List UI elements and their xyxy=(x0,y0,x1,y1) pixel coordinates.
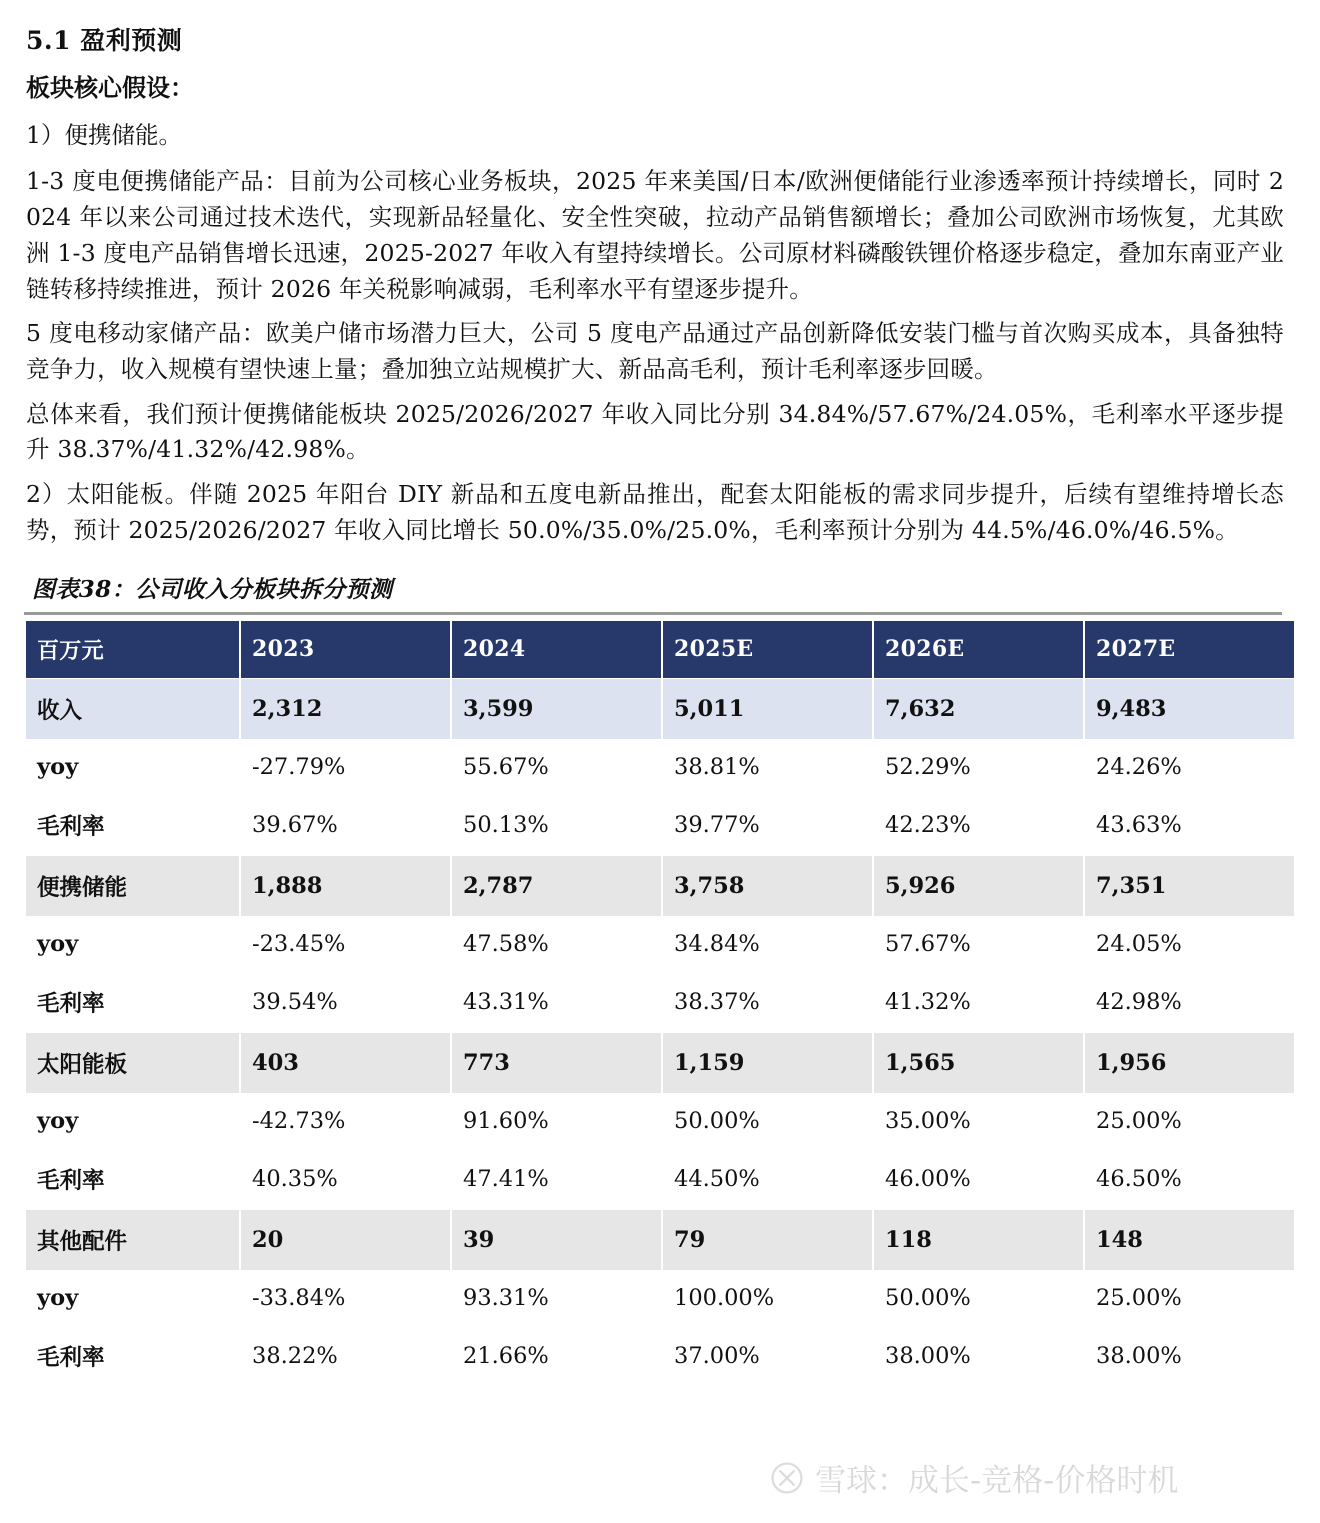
column-header-unit: 百万元 xyxy=(26,621,239,678)
table-cell: 47.41% xyxy=(452,1149,661,1209)
table-cell: 21.66% xyxy=(452,1326,661,1386)
table-cell: 24.26% xyxy=(1085,740,1294,794)
column-header-year: 2025E xyxy=(663,621,872,678)
table-cell: 44.50% xyxy=(663,1149,872,1209)
table-cell: 41.32% xyxy=(874,972,1083,1032)
table-cell: 38.81% xyxy=(663,740,872,794)
table-cell: 1,888 xyxy=(241,856,450,916)
table-row xyxy=(26,740,1294,794)
table-cell: 5,011 xyxy=(663,679,872,739)
table-cell: 39 xyxy=(452,1210,661,1270)
paragraph-portable-storage: 1-3 度电便携储能产品：目前为公司核心业务板块，2025 年来美国/日本/欧洲便储能行业渗透率预计持续增长，同时 2024 年以来公司通过技术迭代，实现新品轻量化、安全性突破，拉动产品销售额增长；叠加公司欧洲市场恢复，尤其欧洲 1-3 度电产品销售增长迅速，2025-2027 年收入有望持续增长。公司原材料磷酸铁锂价格逐步稳定，叠加东南亚产业链转移持续推进，预计 2026 年关税影响减弱，毛利率水平有望逐步提升。 xyxy=(26,167,1284,303)
table-cell: 7,351 xyxy=(1085,856,1294,916)
table-cell: 40.35% xyxy=(241,1149,450,1209)
table-cell: 34.84% xyxy=(663,917,872,971)
row-label: 毛利率 xyxy=(26,1149,239,1209)
table-cell: 148 xyxy=(1085,1210,1294,1270)
row-label: 便携储能 xyxy=(26,856,239,916)
column-header-year: 2024 xyxy=(452,621,661,678)
paragraph-home-storage: 5 度电移动家储产品：欧美户储市场潜力巨大，公司 5 度电产品通过产品创新降低安装门槛与首次购买成本，具备独特竞争力，收入规模有望快速上量；叠加独立站规模扩大、新品高毛利，预计毛利率逐步回暖。 xyxy=(26,319,1284,383)
table-cell: 39.54% xyxy=(241,972,450,1032)
table-body xyxy=(26,679,1294,1386)
xueqiu-logo-icon xyxy=(770,1461,804,1495)
row-label: 太阳能板 xyxy=(26,1033,239,1093)
table-cell: 1,956 xyxy=(1085,1033,1294,1093)
table-cell: 46.00% xyxy=(874,1149,1083,1209)
table-cell: 25.00% xyxy=(1085,1094,1294,1148)
column-header-year: 2027E xyxy=(1085,621,1294,678)
table-cell: 38.22% xyxy=(241,1326,450,1386)
row-label: 毛利率 xyxy=(26,972,239,1032)
table-cell: 55.67% xyxy=(452,740,661,794)
table-row xyxy=(26,1149,1294,1209)
table-cell: 39.67% xyxy=(241,795,450,855)
table-cell: 9,483 xyxy=(1085,679,1294,739)
subsection-heading: 板块核心假设： xyxy=(26,72,194,102)
table-row xyxy=(26,972,1294,1032)
paragraph-solar-panel: 2）太阳能板。伴随 2025 年阳台 DIY 新品和五度电新品推出，配套太阳能板的需求同步提升，后续有望维持增长态势，预计 2025/2026/2027 年收入同比增长 50.0%/35.0%/25.0%，毛利率预计分别为 44.5%/46.0%/46.5%。 xyxy=(26,480,1284,544)
table-cell: 1,565 xyxy=(874,1033,1083,1093)
table-cell: 57.67% xyxy=(874,917,1083,971)
list-item-1: 1）便携储能。 xyxy=(26,121,182,150)
table-cell: 100.00% xyxy=(663,1271,872,1325)
table-cell: 37.00% xyxy=(663,1326,872,1386)
table-cell: -23.45% xyxy=(241,917,450,971)
row-label: 毛利率 xyxy=(26,795,239,855)
figure-caption: 图表38：公司收入分板块拆分预测 xyxy=(32,575,393,603)
table-cell: 7,632 xyxy=(874,679,1083,739)
table-cell: 52.29% xyxy=(874,740,1083,794)
table-cell: 25.00% xyxy=(1085,1271,1294,1325)
table-row xyxy=(26,679,1294,739)
column-header-year: 2023 xyxy=(241,621,450,678)
table-cell: 46.50% xyxy=(1085,1149,1294,1209)
table-cell: 403 xyxy=(241,1033,450,1093)
table-cell: 38.37% xyxy=(663,972,872,1032)
table-row xyxy=(26,795,1294,855)
table-cell: 39.77% xyxy=(663,795,872,855)
watermark-text: 雪球：成长-竞格-价格时机 xyxy=(815,1463,1179,1499)
table-header-row xyxy=(26,621,1294,678)
table-cell: -27.79% xyxy=(241,740,450,794)
column-header-year: 2026E xyxy=(874,621,1083,678)
table-cell: 38.00% xyxy=(874,1326,1083,1386)
table-row xyxy=(26,856,1294,916)
revenue-breakdown-table xyxy=(24,620,1296,1387)
table-cell: 93.31% xyxy=(452,1271,661,1325)
table-cell: 5,926 xyxy=(874,856,1083,916)
table-cell: 3,599 xyxy=(452,679,661,739)
table-cell: 2,787 xyxy=(452,856,661,916)
table-row xyxy=(26,1210,1294,1270)
table-cell: -42.73% xyxy=(241,1094,450,1148)
table-cell: 91.60% xyxy=(452,1094,661,1148)
row-label: 其他配件 xyxy=(26,1210,239,1270)
row-label: 收入 xyxy=(26,679,239,739)
table-cell: 47.58% xyxy=(452,917,661,971)
table-cell: 42.98% xyxy=(1085,972,1294,1032)
table-cell: 43.31% xyxy=(452,972,661,1032)
financial-table-container xyxy=(0,612,1320,1387)
table-cell: 773 xyxy=(452,1033,661,1093)
table-cell: 43.63% xyxy=(1085,795,1294,855)
document-body xyxy=(0,0,1320,549)
table-row xyxy=(26,917,1294,971)
watermark xyxy=(770,1455,1178,1500)
table-cell: 50.00% xyxy=(874,1271,1083,1325)
table-cell: 1,159 xyxy=(663,1033,872,1093)
row-label: 毛利率 xyxy=(26,1326,239,1386)
table-cell: 38.00% xyxy=(1085,1326,1294,1386)
table-cell: 24.05% xyxy=(1085,917,1294,971)
row-label: yoy xyxy=(26,1094,239,1148)
table-row xyxy=(26,1094,1294,1148)
table-cell: 50.13% xyxy=(452,795,661,855)
paragraph-summary-forecast: 总体来看，我们预计便携储能板块 2025/2026/2027 年收入同比分别 34.84%/57.67%/24.05%，毛利率水平逐步提升 38.37%/41.32%/42.98%。 xyxy=(26,399,1284,464)
table-cell: -33.84% xyxy=(241,1271,450,1325)
table-cell: 20 xyxy=(241,1210,450,1270)
table-cell: 118 xyxy=(874,1210,1083,1270)
table-cell: 42.23% xyxy=(874,795,1083,855)
table-header xyxy=(26,621,1294,678)
table-cell: 3,758 xyxy=(663,856,872,916)
table-cell: 2,312 xyxy=(241,679,450,739)
table-row xyxy=(26,1326,1294,1386)
table-row xyxy=(26,1271,1294,1325)
table-cell: 35.00% xyxy=(874,1094,1083,1148)
table-cell: 50.00% xyxy=(663,1094,872,1148)
table-cell: 79 xyxy=(663,1210,872,1270)
table-row xyxy=(26,1033,1294,1093)
table-top-rule xyxy=(24,612,1282,615)
row-label: yoy xyxy=(26,1271,239,1325)
section-heading: 5.1 盈利预测 xyxy=(26,26,183,55)
row-label: yoy xyxy=(26,740,239,794)
row-label: yoy xyxy=(26,917,239,971)
